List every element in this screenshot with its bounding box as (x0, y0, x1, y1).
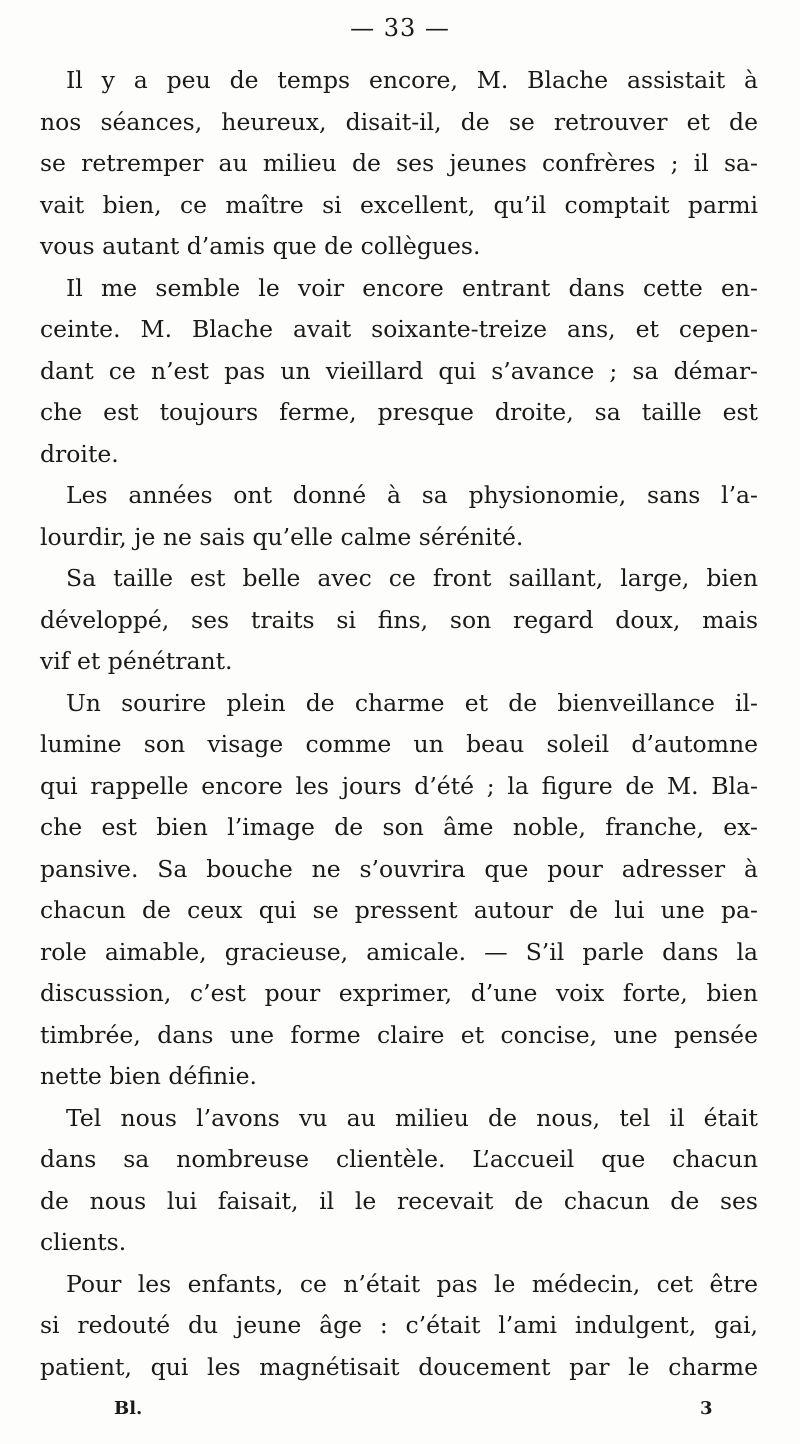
text-line: Les années ont donné à sa physionomie, sans l’a- (66, 481, 758, 509)
text-line: Il y a peu de temps encore, M. Blache assistait à (66, 66, 758, 94)
text-line: chacun de ceux qui se pressent autour de lui une pa- (40, 896, 758, 924)
text-line: vif et pénétrant. (40, 647, 233, 675)
text-line: de nous lui faisait, il le recevait de chacun de ses (40, 1186, 758, 1215)
text-line: dant ce n’est pas un vieillard qui s’avance ; sa démar- (40, 356, 758, 385)
text-line: dans sa nombreuse clientèle. L’accueil que chacun (40, 1145, 758, 1173)
text-line: développé, ses traits si fins, son regard doux, mais (40, 605, 758, 634)
text-line: role aimable, gracieuse, amicale. — S’il parle dans la (40, 937, 758, 966)
text-line: lourdir, je ne sais qu’elle calme sérénité. (40, 522, 524, 551)
sheet-number: 3 (700, 1398, 713, 1419)
text-line: vous autant d’amis que de collègues. (40, 232, 481, 260)
page-number: — 33 — (350, 14, 450, 42)
text-line: droite. (40, 439, 119, 468)
text-line: qui rappelle encore les jours d’été ; la figure de M. Bla- (40, 771, 758, 800)
text-line: Tel nous l’avons vu au milieu de nous, tel il était (66, 1103, 758, 1132)
text-line: lumine son visage comme un beau soleil d’automne (40, 730, 758, 758)
signature-mark: Bl. (114, 1398, 143, 1419)
text-line: timbrée, dans une forme claire et concise, une pensée (40, 1020, 758, 1049)
text-line: Il me semble le voir encore entrant dans cette en- (66, 273, 758, 302)
text-line: clients. (40, 1228, 127, 1256)
text-line: vait bien, ce maître si excellent, qu’il comptait parmi (40, 190, 758, 219)
text-line: Pour les enfants, ce n’était pas le médecin, cet être (66, 1269, 758, 1298)
text-line: che est toujours ferme, presque droite, sa taille est (40, 398, 758, 426)
text-line: pansive. Sa bouche ne s’ouvrira que pour adresser à (40, 854, 758, 883)
body-text (40, 60, 758, 1388)
text-line: ceinte. M. Blache avait soixante-treize ans, et cepen- (40, 315, 758, 343)
text-line: nos séances, heureux, disait-il, de se retrouver et de (40, 107, 758, 136)
text-line: patient, qui les magnétisait doucement par le charme (40, 1352, 758, 1381)
text-line: Sa taille est belle avec ce front saillant, large, bien (66, 564, 758, 592)
text-line: che est bien l’image de son âme noble, franche, ex- (40, 813, 758, 841)
text-line: si redouté du jeune âge : c’était l’ami indulgent, gai, (40, 1311, 758, 1339)
text-line: se retremper au milieu de ses jeunes confrères ; il sa- (40, 149, 758, 177)
text-line: nette bien définie. (40, 1062, 258, 1090)
text-line: Un sourire plein de charme et de bienveillance il- (66, 688, 758, 717)
text-line: discussion, c’est pour exprimer, d’une voix forte, bien (40, 979, 758, 1007)
